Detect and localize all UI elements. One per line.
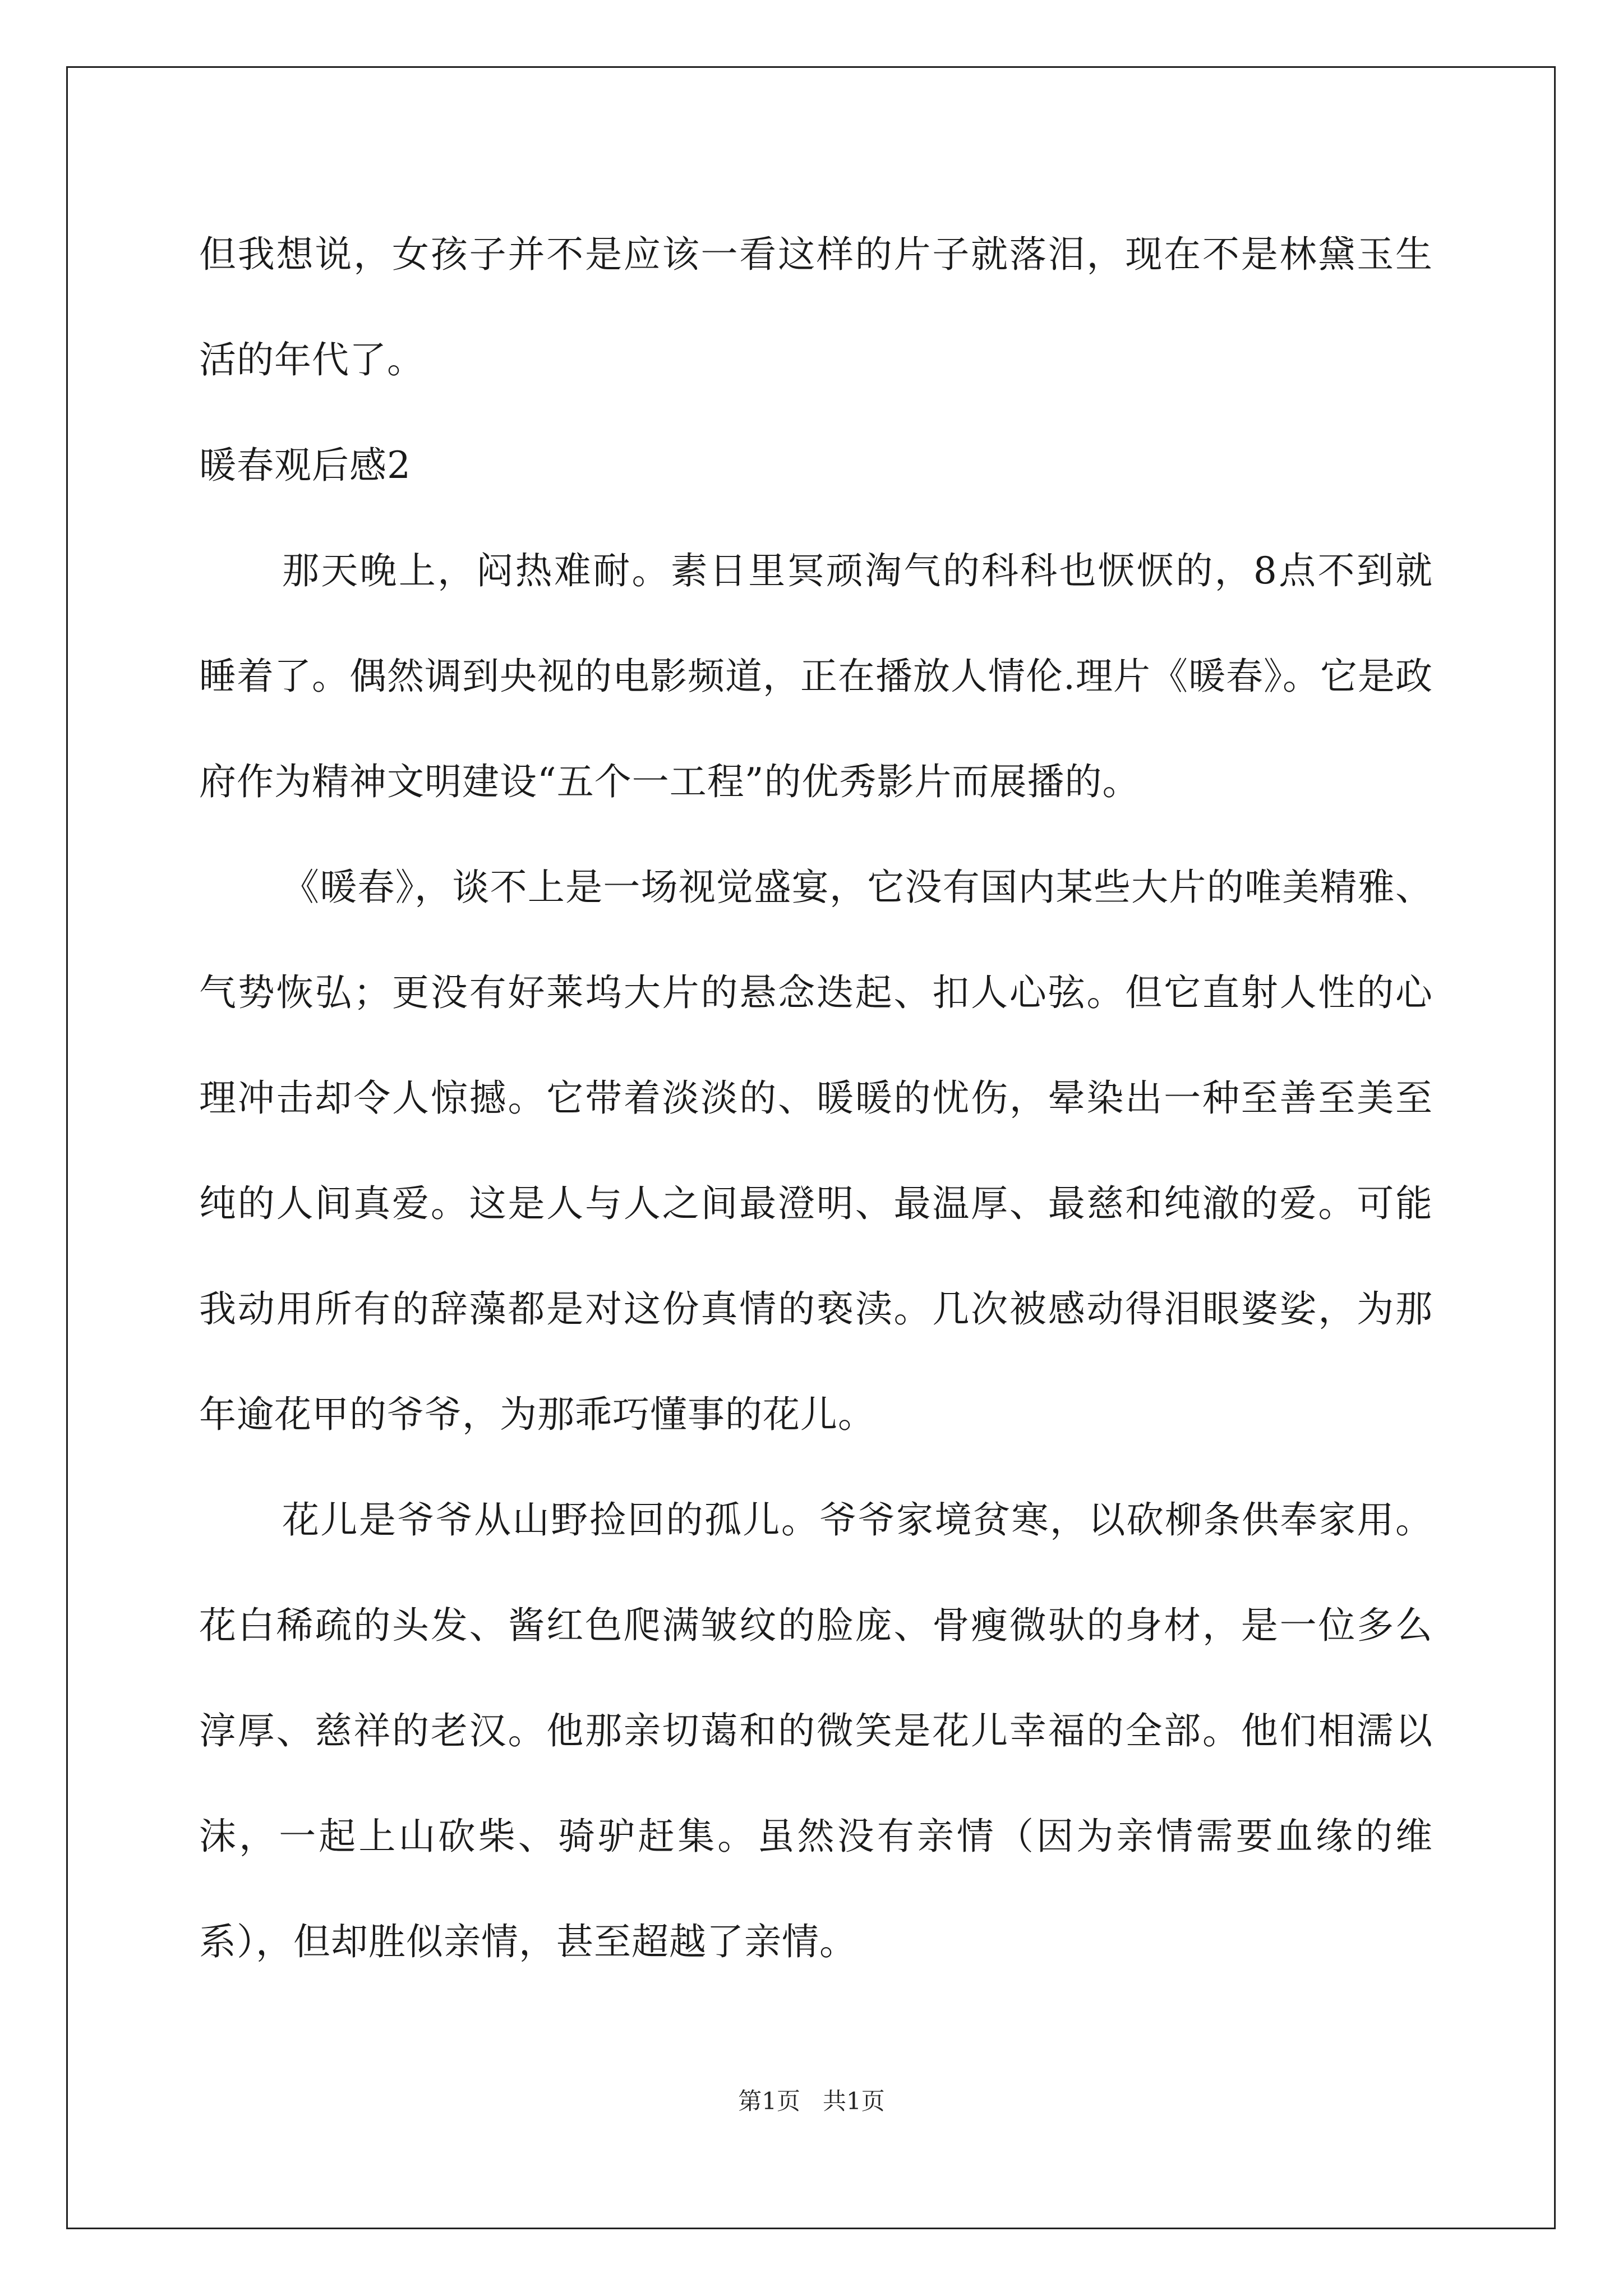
paragraph: 花儿是爷爷从山野捡回的孤儿。爷爷家境贫寒，以砍柳条供奉家用。花白稀疏的头发、酱红色爬满皱纹的脸庞、骨瘦微驮的身材，是一位多么淳厚、慈祥的老汉。他那亲切蔼和的微笑是花儿幸福的全部。他们相濡以沫，一起上山砍柴、骑驴赶集。虽然没有亲情（因为亲情需要血缘的维系），但却胜似亲情，甚至超越了亲情。 xyxy=(199,1498,1433,1963)
section-heading: 暖春观后感2 xyxy=(199,444,411,487)
page-number: 第1页 xyxy=(738,2087,800,2115)
paragraph-continued: 但我想说，女孩子并不是应该一看这样的片子就落泪，现在不是林黛玉生活的年代了。 xyxy=(199,233,1433,381)
document-body xyxy=(199,202,1433,1995)
page-footer xyxy=(0,2085,1623,2118)
paragraph: 《暖春》，谈不上是一场视觉盛宴，它没有国内某些大片的唯美精雅、气势恢弘；更没有好莱坞大片的悬念迭起、扣人心弦。但它直射人性的心理冲击却令人惊撼。它带着淡淡的、暖暖的忧伤，晕染出一种至善至美至纯的人间真爱。这是人与人之间最澄明、最温厚、最慈和纯澈的爱。可能我动用所有的辞藻都是对这份真情的亵渎。几次被感动得泪眼婆娑，为那年逾花甲的爷爷，为那乖巧懂事的花儿。 xyxy=(199,866,1433,1436)
paragraph: 那天晚上，闷热难耐。素日里冥顽淘气的科科也恹恹的，8点不到就睡着了。偶然调到央视的电影频道，正在播放人情伦.理片《暖春》。它是政府作为精神文明建设“五个一工程”的优秀影片而展播的。 xyxy=(199,549,1433,803)
page-total: 共1页 xyxy=(823,2087,885,2115)
